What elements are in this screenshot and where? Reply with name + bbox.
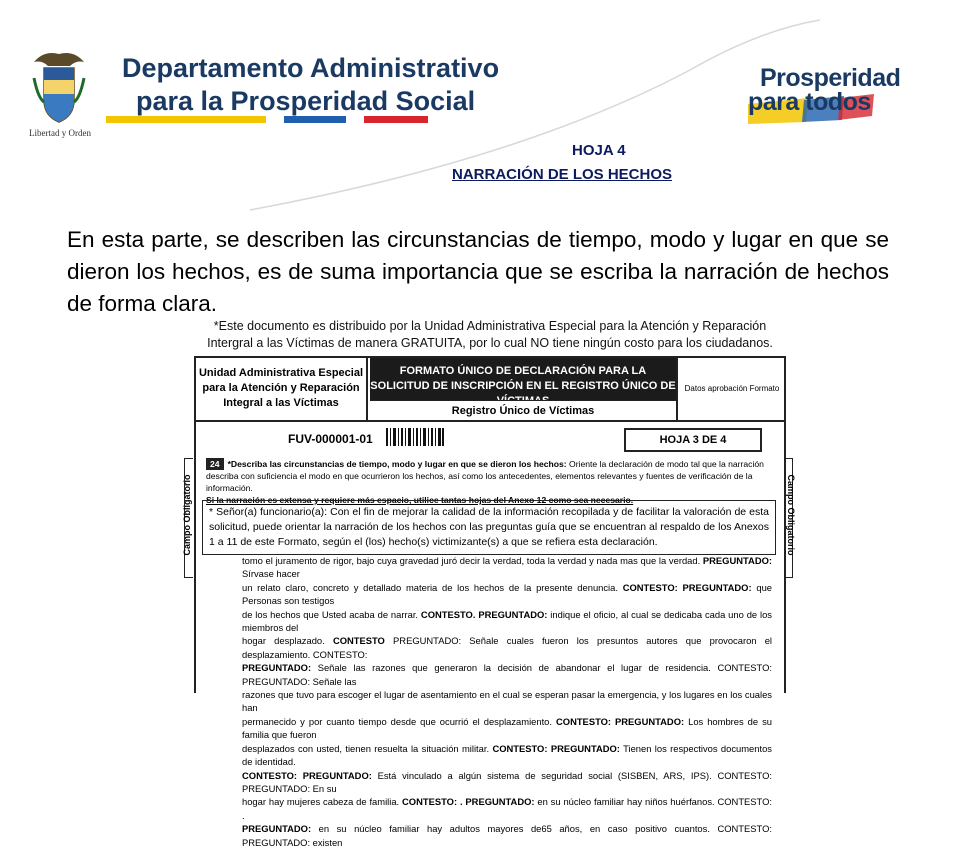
intro-paragraph: En esta parte, se describen las circunstancias de tiempo, modo y lugar en que se dieron los hechos, es de suma importancia que se escriba la narración de hechos de forma clara. [67, 227, 889, 316]
slogan-line1: Prosperidad [760, 64, 901, 92]
registry-name: Registro Único de Víctimas [370, 400, 676, 421]
mandatory-field-right [784, 458, 798, 576]
brand-color-bar [106, 116, 428, 123]
question-title: *Describa las circunstancias de tiempo, modo y lugar en que se dieron los hechos: [227, 459, 567, 469]
format-title: FORMATO ÚNICO DE DECLARACIÓN PARA LA SOLICITUD DE INSCRIPCIÓN EN EL REGISTRO ÚNICO DE VÍCTIMAS [370, 358, 676, 400]
question-number: 24 [206, 458, 224, 470]
approval-label: Datos aprobación Formato [676, 358, 786, 420]
unit-name: Unidad Administrativa Especial para la Atención y Reparación Integral a las Víctimas [196, 358, 368, 420]
official-guidance: * Señor(a) funcionario(a): Con el fin de mejorar la calidad de la información recopilada y de facilitar la valoración de esta solicitud, puede orientar la narración de los hechos con las preguntas guía que se encuentran al respaldo de los Anexos 1 a 11 de este Formato, según el (los) hecho(s) victimizante(s) a que se refiera esta declaración. [202, 500, 776, 555]
form-header [196, 358, 784, 422]
side-label-right: Campo Obligatorio [786, 474, 796, 556]
question-instructions: Oriente la declaración de modo tal que la narración describa con suficiencia el modo en que ocurrieron los hechos, así como los antecedentes, elementos relevantes y fuentes de verificación de la información. [206, 459, 764, 493]
org-name-line2: para la Prosperidad Social [136, 86, 476, 116]
narration-line: permanecido y por cuanto tiempo desde que ocurrió el desplazamiento. CONTESTO: PREGUNTADO: Los hombres de su familia que fueron [242, 715, 772, 741]
narration-line: desplazados con usted, tienen resuelta la situación militar. CONTESTO: PREGUNTADO: Tienen los respectivos documentos de identidad. [242, 742, 772, 768]
form-sheet-box: HOJA 3 DE 4 [624, 428, 762, 452]
mandatory-field-left [180, 458, 194, 576]
narration-body [242, 554, 772, 849]
org-name [122, 52, 499, 118]
narration-line: PREGUNTADO: en su núcleo familiar hay adultos mayores de65 años, en caso positivo cuantos. CONTESTO: PREGUNTADO: existen [242, 823, 772, 848]
slogan-line2: para todos [748, 88, 871, 116]
section-title: NARRACIÓN DE LOS HECHOS [452, 166, 673, 183]
narration-line: de los hechos que Usted acaba de narrar. CONTESTO. PREGUNTADO: indique el oficio, al cual se dedicaba cada uno de los miembros del [242, 608, 772, 634]
question-24 [206, 458, 774, 506]
sheet-number: HOJA 4 [572, 142, 626, 159]
narration-line: PREGUNTADO: Señale las razones que generaron la decisión de abandonar el lugar de residencia. CONTESTO: PREGUNTADO: Señale las [242, 662, 772, 687]
barcode-icon [386, 428, 444, 446]
coat-of-arms-icon [30, 48, 88, 128]
declaration-form [194, 356, 786, 848]
narration-line: un relato claro, concreto y detallado materia de los hechos de la presente denuncia. CONTESTO: PREGUNTADO: que Personas son testigos [242, 581, 772, 607]
narration-line: tomo el juramento de rigor, bajo cuya gravedad juró decir la verdad, toda la verdad y nada mas que la verdad. PREGUNTADO: Sírvase hacer [242, 555, 772, 580]
shield-caption: Libertad y Orden [29, 128, 91, 138]
slogan-logo [748, 64, 901, 134]
question-extra-note: Si la narración es extensa y requiere más espacio, utilice tantas hojas del Anexo 12 como sea necesario. [206, 495, 634, 505]
narration-line: hogar desplazado. CONTESTO PREGUNTADO: Señale cuales fueron los presuntos autores que provocaron el desplazamiento. CONTESTO: [242, 635, 773, 660]
distribution-note: *Este documento es distribuido por la Unidad Administrativa Especial para la Atención y Reparación Intergral a las Víctimas de manera GRATUITA, por lo cual NO tiene ningún costo para los ciudadanos. [207, 319, 773, 350]
side-label-left: Campo Obligatorio [182, 474, 192, 556]
narration-line: hogar hay mujeres cabeza de familia. CONTESTO: . PREGUNTADO: en su núcleo familiar hay niños huérfanos. CONTESTO: . [242, 796, 773, 821]
form-code: FUV-000001-01 [288, 432, 373, 446]
narration-line: CONTESTO: PREGUNTADO: Está vinculado a algún sistema de seguridad social (SISBEN, ARS, IPS). CONTESTO: PREGUNTADO: En su [242, 769, 772, 794]
org-name-line1: Departamento Administrativo [122, 53, 500, 83]
narration-line: razones que tuvo para escoger el lugar de asentamiento en el cual se esperan pasar la emergencia, y los lugares en los cuales han [242, 689, 772, 714]
